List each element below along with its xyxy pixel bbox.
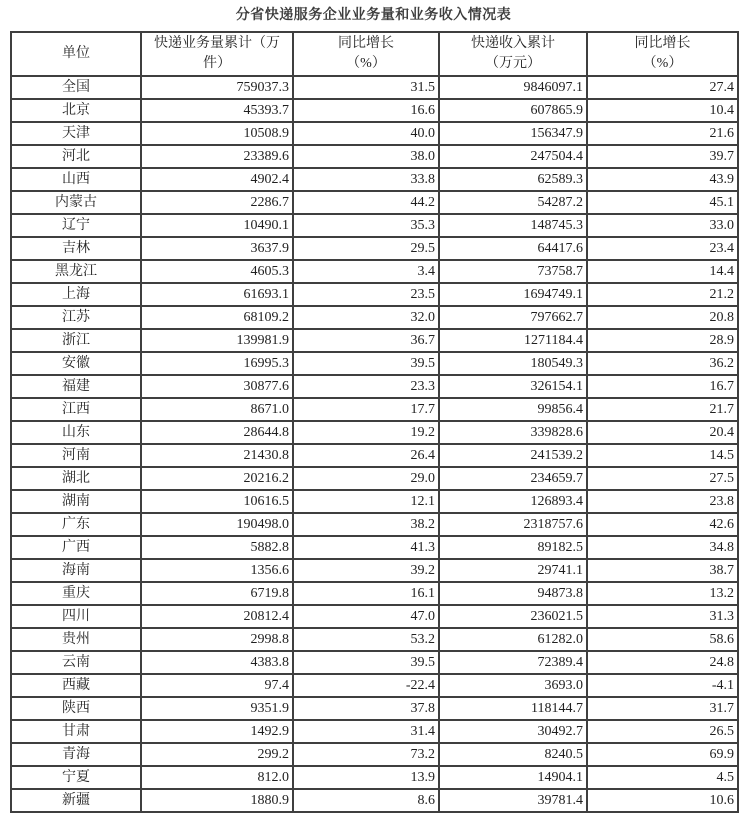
region-cell: 广东 (11, 513, 141, 536)
value-cell: 31.7 (587, 697, 738, 720)
region-cell: 上海 (11, 283, 141, 306)
region-cell: 甘肃 (11, 720, 141, 743)
region-cell: 江西 (11, 398, 141, 421)
table-row (11, 260, 738, 283)
statistics-table (10, 31, 739, 813)
value-cell: 14904.1 (439, 766, 587, 789)
value-cell: 10.6 (587, 789, 738, 812)
value-cell: 20.4 (587, 421, 738, 444)
value-cell: 9351.9 (141, 697, 293, 720)
value-cell: 20812.4 (141, 605, 293, 628)
value-cell: 23389.6 (141, 145, 293, 168)
value-cell: 30492.7 (439, 720, 587, 743)
value-cell: 44.2 (293, 191, 439, 214)
value-cell: 812.0 (141, 766, 293, 789)
table-row (11, 536, 738, 559)
value-cell: 8240.5 (439, 743, 587, 766)
table-row (11, 122, 738, 145)
region-cell: 海南 (11, 559, 141, 582)
value-cell: 236021.5 (439, 605, 587, 628)
column-header-line: 件） (203, 56, 231, 71)
table-row (11, 375, 738, 398)
table-row (11, 306, 738, 329)
value-cell: 33.8 (293, 168, 439, 191)
table-row (11, 99, 738, 122)
value-cell: 41.3 (293, 536, 439, 559)
region-cell: 天津 (11, 122, 141, 145)
value-cell: 42.6 (587, 513, 738, 536)
table-row (11, 398, 738, 421)
table-row (11, 490, 738, 513)
value-cell: 1492.9 (141, 720, 293, 743)
value-cell: 1880.9 (141, 789, 293, 812)
value-cell: 13.2 (587, 582, 738, 605)
column-header-2 (293, 32, 439, 76)
region-cell: 西藏 (11, 674, 141, 697)
value-cell: 27.5 (587, 467, 738, 490)
value-cell: 23.3 (293, 375, 439, 398)
value-cell: 2998.8 (141, 628, 293, 651)
table-row (11, 283, 738, 306)
column-header-line: 同比增长 (634, 36, 691, 51)
value-cell: 16995.3 (141, 352, 293, 375)
table-row (11, 214, 738, 237)
value-cell: 607865.9 (439, 99, 587, 122)
value-cell: 61282.0 (439, 628, 587, 651)
region-cell: 全国 (11, 76, 141, 99)
value-cell: 36.7 (293, 329, 439, 352)
value-cell: 33.0 (587, 214, 738, 237)
value-cell: 39781.4 (439, 789, 587, 812)
value-cell: 3637.9 (141, 237, 293, 260)
value-cell: 64417.6 (439, 237, 587, 260)
column-header-0 (11, 32, 141, 76)
value-cell: 16.6 (293, 99, 439, 122)
value-cell: 1694749.1 (439, 283, 587, 306)
value-cell: 54287.2 (439, 191, 587, 214)
column-header-line: 快递收入累计 (471, 36, 555, 51)
value-cell: 10508.9 (141, 122, 293, 145)
value-cell: 139981.9 (141, 329, 293, 352)
value-cell: 29.0 (293, 467, 439, 490)
value-cell: 10616.5 (141, 490, 293, 513)
value-cell: 23.4 (587, 237, 738, 260)
region-cell: 安徽 (11, 352, 141, 375)
value-cell: 37.8 (293, 697, 439, 720)
value-cell: 2286.7 (141, 191, 293, 214)
value-cell: 21.6 (587, 122, 738, 145)
value-cell: 31.4 (293, 720, 439, 743)
column-header-1 (141, 32, 293, 76)
region-cell: 云南 (11, 651, 141, 674)
region-cell: 福建 (11, 375, 141, 398)
value-cell: 241539.2 (439, 444, 587, 467)
value-cell: 38.7 (587, 559, 738, 582)
value-cell: 4902.4 (141, 168, 293, 191)
value-cell: 72389.4 (439, 651, 587, 674)
value-cell: 10.4 (587, 99, 738, 122)
table-row (11, 467, 738, 490)
table-row (11, 76, 738, 99)
value-cell: 1356.6 (141, 559, 293, 582)
region-cell: 山西 (11, 168, 141, 191)
table-row (11, 352, 738, 375)
value-cell: 1271184.4 (439, 329, 587, 352)
value-cell: 299.2 (141, 743, 293, 766)
value-cell: 39.5 (293, 651, 439, 674)
value-cell: 19.2 (293, 421, 439, 444)
value-cell: 26.4 (293, 444, 439, 467)
region-cell: 湖北 (11, 467, 141, 490)
region-cell: 广西 (11, 536, 141, 559)
table-row (11, 789, 738, 812)
value-cell: 148745.3 (439, 214, 587, 237)
value-cell: 58.6 (587, 628, 738, 651)
value-cell: 190498.0 (141, 513, 293, 536)
table-row (11, 720, 738, 743)
value-cell: 21.2 (587, 283, 738, 306)
table-row (11, 168, 738, 191)
value-cell: 23.5 (293, 283, 439, 306)
region-cell: 河北 (11, 145, 141, 168)
value-cell: 28644.8 (141, 421, 293, 444)
value-cell: 4.5 (587, 766, 738, 789)
value-cell: 2318757.6 (439, 513, 587, 536)
value-cell: 14.5 (587, 444, 738, 467)
value-cell: 43.9 (587, 168, 738, 191)
value-cell: 23.8 (587, 490, 738, 513)
table-row (11, 697, 738, 720)
value-cell: 94873.8 (439, 582, 587, 605)
value-cell: 32.0 (293, 306, 439, 329)
value-cell: 4605.3 (141, 260, 293, 283)
value-cell: 10490.1 (141, 214, 293, 237)
region-cell: 北京 (11, 99, 141, 122)
region-cell: 陕西 (11, 697, 141, 720)
region-cell: 重庆 (11, 582, 141, 605)
value-cell: 28.9 (587, 329, 738, 352)
region-cell: 青海 (11, 743, 141, 766)
value-cell: 99856.4 (439, 398, 587, 421)
value-cell: 35.3 (293, 214, 439, 237)
value-cell: 47.0 (293, 605, 439, 628)
value-cell: 16.7 (587, 375, 738, 398)
value-cell: 6719.8 (141, 582, 293, 605)
value-cell: 61693.1 (141, 283, 293, 306)
table-row (11, 237, 738, 260)
value-cell: 30877.6 (141, 375, 293, 398)
value-cell: -4.1 (587, 674, 738, 697)
value-cell: 97.4 (141, 674, 293, 697)
value-cell: 16.1 (293, 582, 439, 605)
table-row (11, 329, 738, 352)
value-cell: 73.2 (293, 743, 439, 766)
value-cell: 8671.0 (141, 398, 293, 421)
table-row (11, 628, 738, 651)
column-header-line: 快递业务量累计（万 (154, 36, 280, 51)
value-cell: 53.2 (293, 628, 439, 651)
value-cell: -22.4 (293, 674, 439, 697)
table-header-row (11, 32, 738, 76)
column-header-3 (439, 32, 587, 76)
region-cell: 宁夏 (11, 766, 141, 789)
table-row (11, 444, 738, 467)
value-cell: 34.8 (587, 536, 738, 559)
column-header-line: 同比增长 (338, 36, 394, 51)
value-cell: 40.0 (293, 122, 439, 145)
table-row (11, 651, 738, 674)
table-row (11, 766, 738, 789)
region-cell: 吉林 (11, 237, 141, 260)
value-cell: 29.5 (293, 237, 439, 260)
value-cell: 27.4 (587, 76, 738, 99)
column-header-line: （%） (642, 56, 683, 71)
value-cell: 36.2 (587, 352, 738, 375)
value-cell: 24.8 (587, 651, 738, 674)
region-cell: 湖南 (11, 490, 141, 513)
region-cell: 黑龙江 (11, 260, 141, 283)
value-cell: 9846097.1 (439, 76, 587, 99)
value-cell: 38.0 (293, 145, 439, 168)
table-row (11, 513, 738, 536)
column-header-line: 单位 (62, 46, 90, 61)
table-row (11, 605, 738, 628)
value-cell: 31.5 (293, 76, 439, 99)
value-cell: 3693.0 (439, 674, 587, 697)
value-cell: 3.4 (293, 260, 439, 283)
value-cell: 126893.4 (439, 490, 587, 513)
table-row (11, 674, 738, 697)
page-title: 分省快递服务企业业务量和业务收入情况表 (235, 6, 512, 22)
value-cell: 39.2 (293, 559, 439, 582)
region-cell: 内蒙古 (11, 191, 141, 214)
value-cell: 797662.7 (439, 306, 587, 329)
value-cell: 339828.6 (439, 421, 587, 444)
value-cell: 759037.3 (141, 76, 293, 99)
value-cell: 21430.8 (141, 444, 293, 467)
value-cell: 13.9 (293, 766, 439, 789)
value-cell: 62589.3 (439, 168, 587, 191)
value-cell: 29741.1 (439, 559, 587, 582)
value-cell: 89182.5 (439, 536, 587, 559)
column-header-4 (587, 32, 738, 76)
value-cell: 45.1 (587, 191, 738, 214)
table-row (11, 743, 738, 766)
table-row (11, 191, 738, 214)
value-cell: 20216.2 (141, 467, 293, 490)
region-cell: 河南 (11, 444, 141, 467)
value-cell: 26.5 (587, 720, 738, 743)
value-cell: 326154.1 (439, 375, 587, 398)
region-cell: 新疆 (11, 789, 141, 812)
value-cell: 21.7 (587, 398, 738, 421)
value-cell: 17.7 (293, 398, 439, 421)
value-cell: 39.5 (293, 352, 439, 375)
value-cell: 247504.4 (439, 145, 587, 168)
region-cell: 辽宁 (11, 214, 141, 237)
region-cell: 贵州 (11, 628, 141, 651)
value-cell: 118144.7 (439, 697, 587, 720)
value-cell: 5882.8 (141, 536, 293, 559)
table-row (11, 559, 738, 582)
table-row (11, 145, 738, 168)
value-cell: 73758.7 (439, 260, 587, 283)
value-cell: 45393.7 (141, 99, 293, 122)
region-cell: 浙江 (11, 329, 141, 352)
value-cell: 14.4 (587, 260, 738, 283)
table-row (11, 582, 738, 605)
value-cell: 31.3 (587, 605, 738, 628)
value-cell: 69.9 (587, 743, 738, 766)
region-cell: 江苏 (11, 306, 141, 329)
value-cell: 20.8 (587, 306, 738, 329)
value-cell: 38.2 (293, 513, 439, 536)
value-cell: 39.7 (587, 145, 738, 168)
column-header-line: （%） (346, 56, 386, 71)
value-cell: 156347.9 (439, 122, 587, 145)
value-cell: 4383.8 (141, 651, 293, 674)
column-header-line: （万元） (485, 56, 541, 71)
region-cell: 四川 (11, 605, 141, 628)
value-cell: 180549.3 (439, 352, 587, 375)
value-cell: 8.6 (293, 789, 439, 812)
table-row (11, 421, 738, 444)
value-cell: 234659.7 (439, 467, 587, 490)
value-cell: 68109.2 (141, 306, 293, 329)
value-cell: 12.1 (293, 490, 439, 513)
region-cell: 山东 (11, 421, 141, 444)
